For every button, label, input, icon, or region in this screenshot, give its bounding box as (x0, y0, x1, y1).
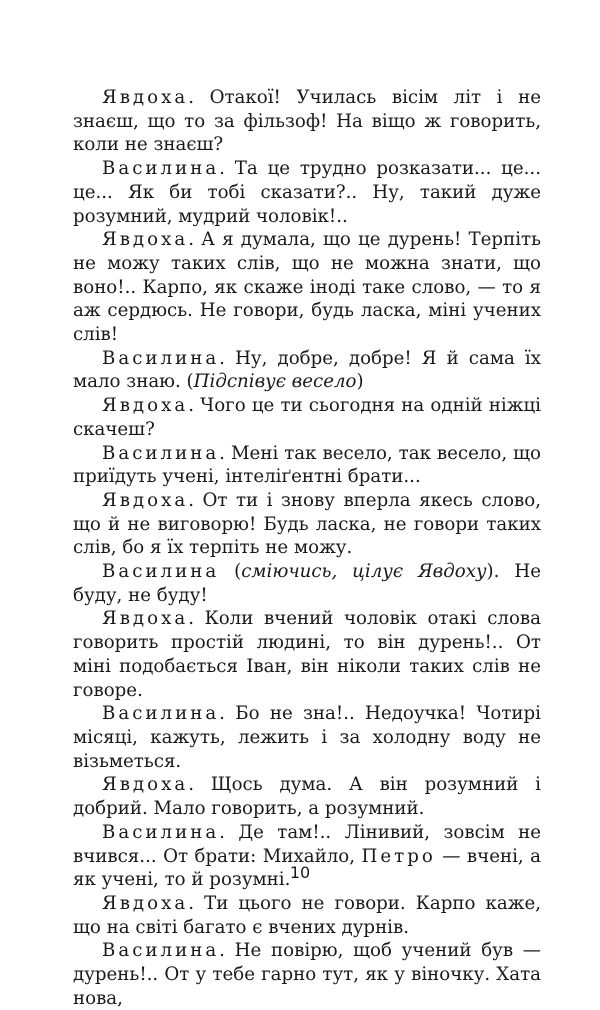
line-text: Та це трудно розказати... це... це... Як би тобі сказати?.. Ну, такий дуже розумний, мудрий чоловік!.. (73, 158, 541, 227)
line-text: Коли вчений чоловік отакі слова говорить простій людині, то він дурень!.. От міні подобається Іван, він ніколи таких слів не говоре. (73, 608, 541, 701)
speaker-name: Василина (102, 940, 220, 962)
dialogue-line: Василина (сміючись, цілує Явдоху). Не буду, не буду! (73, 561, 541, 606)
speaker-name: Явдоха (102, 774, 189, 796)
speaker-name: Явдоха (102, 395, 189, 417)
speaker-name: Василина (102, 347, 220, 369)
dialogue-line: Явдоха. Чого це ти сьогодня на одній ніжці скачеш? (73, 395, 541, 440)
dialogue-line: Явдоха. Коли вчений чоловік отакі слова говорить простій людині, то він дурень!.. От міні подобається Іван, він ніколи таких слів не говоре. (73, 608, 541, 701)
line-text: Отакої! Училась вісім літ і не знаєш, що то за фільзоф! На віщо ж говорить, коли не знаєш? (73, 87, 541, 156)
dialogue-line: Василина. Мені так весело, так весело, що приїдуть учені, інтеліґентні брати... (73, 442, 541, 488)
line-text: Ну, добре, добре! Я й сама їх мало знаю. ( (73, 347, 541, 393)
line-text: — вчені, а як учені, то й розумні. (73, 845, 542, 891)
speaker-name: Явдоха (102, 87, 189, 108)
dialogue-line: Василина. Ну, добре, добре! Я й сама їх мало знаю. (Підспівує весело) (73, 347, 541, 393)
speaker-name: Василина (102, 561, 220, 583)
page-number: 10 (289, 863, 311, 882)
line-text: ). Не буду, не буду! (73, 561, 541, 606)
stage-direction: Підспівує весело (193, 371, 357, 393)
dialogue-line: Василина. Де там!.. Лінивий, зовсім не вчився... От брати: Михайло, Петро — вчені, а як учені, то й розумні. (73, 821, 542, 891)
line-text: От ти і знову вперла якесь слово, що й не виговорю! Будь ласка, не говори таких слів, бо я їх терпіть не можу. (73, 489, 541, 559)
dialogue-line: Явдоха. От ти і знову вперла якесь слово, що й не виговорю! Будь ласка, не говори таких слів, бо я їх терпіть не можу. (73, 489, 541, 559)
dialogue-line: Василина. Та це трудно розказати... це... це... Як би тобі сказати?.. Ну, такий дуже розумний, мудрий чоловік!.. (73, 158, 541, 227)
spaced-name: Петро (361, 845, 436, 867)
line-text: А я думала, що це дурень! Терпіть не можу таких слів, що не можна знати, що воно!.. Карпо, як скаже іноді таке слово, — то я аж сердюсь. Не говори, будь ласка, міні учених слів! (73, 229, 541, 346)
speaker-name: Явдоха (102, 892, 189, 914)
speaker-name: Василина (102, 442, 220, 464)
line-text: Де там!.. Лінивий, зовсім не вчився... От брати: Михайло, (73, 821, 541, 867)
dialogue-line: Явдоха. Отакої! Училась вісім літ і не знаєш, що то за фільзоф! На віщо ж говорить, коли не знаєш? (73, 87, 541, 156)
speaker-name: Явдоха (102, 229, 189, 251)
dialogue-line: Явдоха. Щось дума. А він розумний і добрий. Мало говорить, а розумний. (73, 774, 541, 820)
speaker-name: Василина (102, 821, 220, 843)
stage-direction: сміючись, цілує Явдоху (241, 561, 487, 583)
line-text: Мені так весело, так весело, що приїдуть учені, інтеліґентні брати... (73, 442, 541, 488)
line-text: Ти цього не говори. Карпо каже, що на світі багато є вчених дурнів. (73, 892, 541, 938)
speaker-name: Василина (102, 158, 220, 180)
dialogue-line: Василина. Не повірю, щоб учений був — дурень!.. От у тебе гарно тут, як у віночку. Хата нова, (73, 940, 541, 1009)
line-text: Бо не зна!.. Недоучка! Чотирі місяці, кажуть, лежить і за холодну воду не візьметься. (73, 703, 541, 772)
speaker-name: Явдоха (102, 608, 189, 630)
dialogue-line: Явдоха. Ти цього не говори. Карпо каже, що на світі багато є вчених дурнів. (73, 892, 541, 938)
speaker-name: Василина (102, 703, 220, 725)
line-text: Щось дума. А він розумний і добрий. Мало говорить, а розумний. (73, 774, 541, 820)
line-text: Не повірю, щоб учений був — дурень!.. От у тебе гарно тут, як у віночку. Хата нова, (73, 940, 541, 1009)
dialogue-line: Явдоха. А я думала, що це дурень! Терпіть не можу таких слів, що не можна знати, що воно!.. Карпо, як скаже іноді таке слово, — то я аж сердюсь. Не говори, будь ласка, міні учених слів! (73, 229, 541, 346)
speaker-name: Явдоха (102, 489, 189, 511)
dialogue-line: Василина. Бо не зна!.. Недоучка! Чотирі місяці, кажуть, лежить і за холодну воду не візьметься. (73, 703, 541, 772)
line-text: Чого це ти сьогодня на одній ніжці скачеш? (73, 395, 541, 440)
